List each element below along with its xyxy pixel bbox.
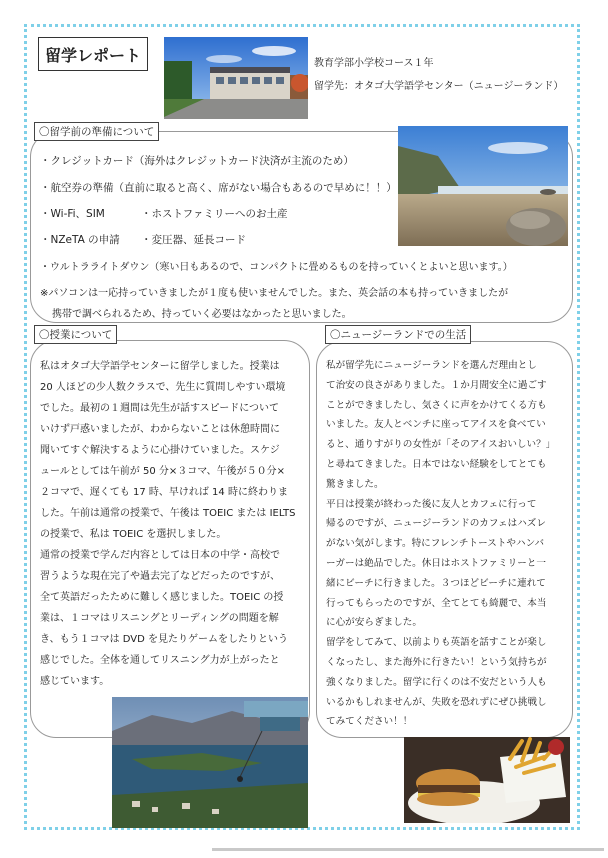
prep-item-wifi: ・Wi-Fi、SIM: [40, 208, 105, 220]
prep-item-credit-card: ・クレジットカード（海外はクレジットカード決済が主流のため）: [40, 155, 354, 167]
life-line: 帰るのですが、ニュージーランドのカフェはハズレ: [326, 518, 546, 530]
life-line: くなったし、また海外に行きたい！という気持ちが: [326, 656, 547, 668]
classes-line: 私はオタゴ大学語学センターに留学しました。授業は: [40, 361, 280, 372]
life-line: 行ってもらったのですが、全てとても綺麗で、本当: [326, 597, 547, 609]
prep-heading: 〇留学前の準備について: [34, 122, 159, 141]
life-line: に心が安らぎました。: [326, 617, 422, 629]
classes-line: 業は、１コマはリスニングとリーディングの問題を解: [40, 613, 279, 624]
life-line: いました。友人とベンチに座ってアイスを食べてい: [326, 419, 546, 431]
life-line: て治安の良さがありました。１か月間安全に過ごす: [326, 379, 547, 391]
destination-text: 留学先：オタゴ大学語学センター（ニュージーランド）: [314, 81, 564, 92]
classes-line: 20 人ほどの少人数クラスで、先生に質問しやすい環境: [40, 382, 286, 393]
classes-line: き、もう１コマは DVD を見たりゲームをしたりという: [40, 634, 289, 645]
life-line: がない気がします。特にフレンチトーストやハンバ: [326, 538, 545, 550]
prep-item-adapter: ・変圧器、延長コード: [141, 234, 246, 246]
prep-item-gift: ・ホストファミリーへのお土産: [141, 208, 288, 220]
life-line: ーガーは絶品でした。休日はホストファミリーと一: [326, 557, 546, 569]
life-line: 強くなりました。留学に行くのは不安だという人も: [326, 676, 547, 688]
life-text: [326, 356, 570, 732]
life-line: てみてください！！: [326, 716, 413, 728]
classes-line: 通常の授業で学んだ内容としては日本の中学・高校で: [40, 550, 280, 561]
life-line: と尋ねてきました。日本ではない経験をしてとても: [326, 458, 547, 470]
classes-line: 全て英語だったために難しく感じました。TOEIC の授: [40, 592, 284, 603]
life-line: 緒にビーチに行きました。３つほどビーチに連れて: [326, 577, 546, 589]
life-line: いるかもしれませんが、失敗を恐れずにぜひ挑戦し: [326, 696, 547, 708]
classes-line: いけず戸惑いましたが、わからないことは休憩時間に: [40, 424, 280, 435]
prep-item-down-jacket: ・ウルトラライトダウン（寒い日もあるので、コンパクトに畳めるものを持っていくとよいと思います。）: [40, 262, 513, 273]
classes-text: [40, 356, 306, 692]
burger-fries-photo: [404, 737, 570, 823]
classes-line: 聞いてすぐ解決するように心掛けていました。スケジ: [40, 445, 280, 456]
classes-line: 習うような現在完了や過去完了などだったのですが、: [40, 571, 280, 582]
bottom-scrollbar[interactable]: [212, 848, 604, 851]
prep-item-nzeta: ・NZeTA の申請: [40, 234, 120, 246]
prep-note-line2: 携帯で調べられるため、持っていく必要はなかったと思いました。: [52, 309, 352, 320]
prep-item-flight: ・航空券の準備（直前に取ると高く、席がない場合もあるので早めに！！）: [40, 182, 397, 194]
life-line: ことができましたし、気さくに声をかけてくる方も: [326, 399, 547, 411]
classes-line: の授業で、私は TOEIC を選択しました。: [40, 529, 227, 540]
classes-line: した。午前は通常の授業で、午後は TOEIC または IELTS: [40, 508, 296, 519]
life-line: 驚きました。: [326, 478, 384, 490]
prep-note-line1: ※パソコンは一応持っていきましたが１度も使いませんでした。また、英会話の本も持っていきましたが: [40, 288, 509, 299]
classes-heading: 〇授業について: [34, 325, 117, 344]
classes-line: 感じています。: [40, 676, 110, 687]
life-heading: 〇ニュージーランドでの生活: [325, 325, 471, 344]
life-line: 平日は授業が終わった後に友人とカフェに行って: [326, 498, 537, 510]
life-line: 留学をしてみて、以前よりも英語を話すことが楽し: [326, 637, 547, 649]
affiliation-text: 教育学部小学校コース１年: [314, 58, 434, 69]
lake-gondola-photo: [112, 697, 308, 828]
campus-photo: [164, 37, 308, 119]
page-title: 留学レポート: [38, 37, 148, 71]
classes-line: ュールとしては午前が 50 分×３コマ、午後が５０分×: [40, 466, 286, 477]
life-line: 私が留学先にニュージーランドを選んだ理由とし: [326, 360, 537, 371]
classes-line: でした。最初の１週間は先生が話すスピードについて: [40, 403, 279, 414]
life-line: ると、通りすがりの女性が「そのアイスおいしい？」: [326, 439, 556, 451]
classes-line: 感じでした。全体を通してリスニング力が上がったと: [40, 655, 280, 666]
beach-boulders-photo: [398, 126, 568, 246]
classes-line: ２コマで、遅くても 17 時、早ければ 14 時に終わりま: [40, 487, 288, 498]
